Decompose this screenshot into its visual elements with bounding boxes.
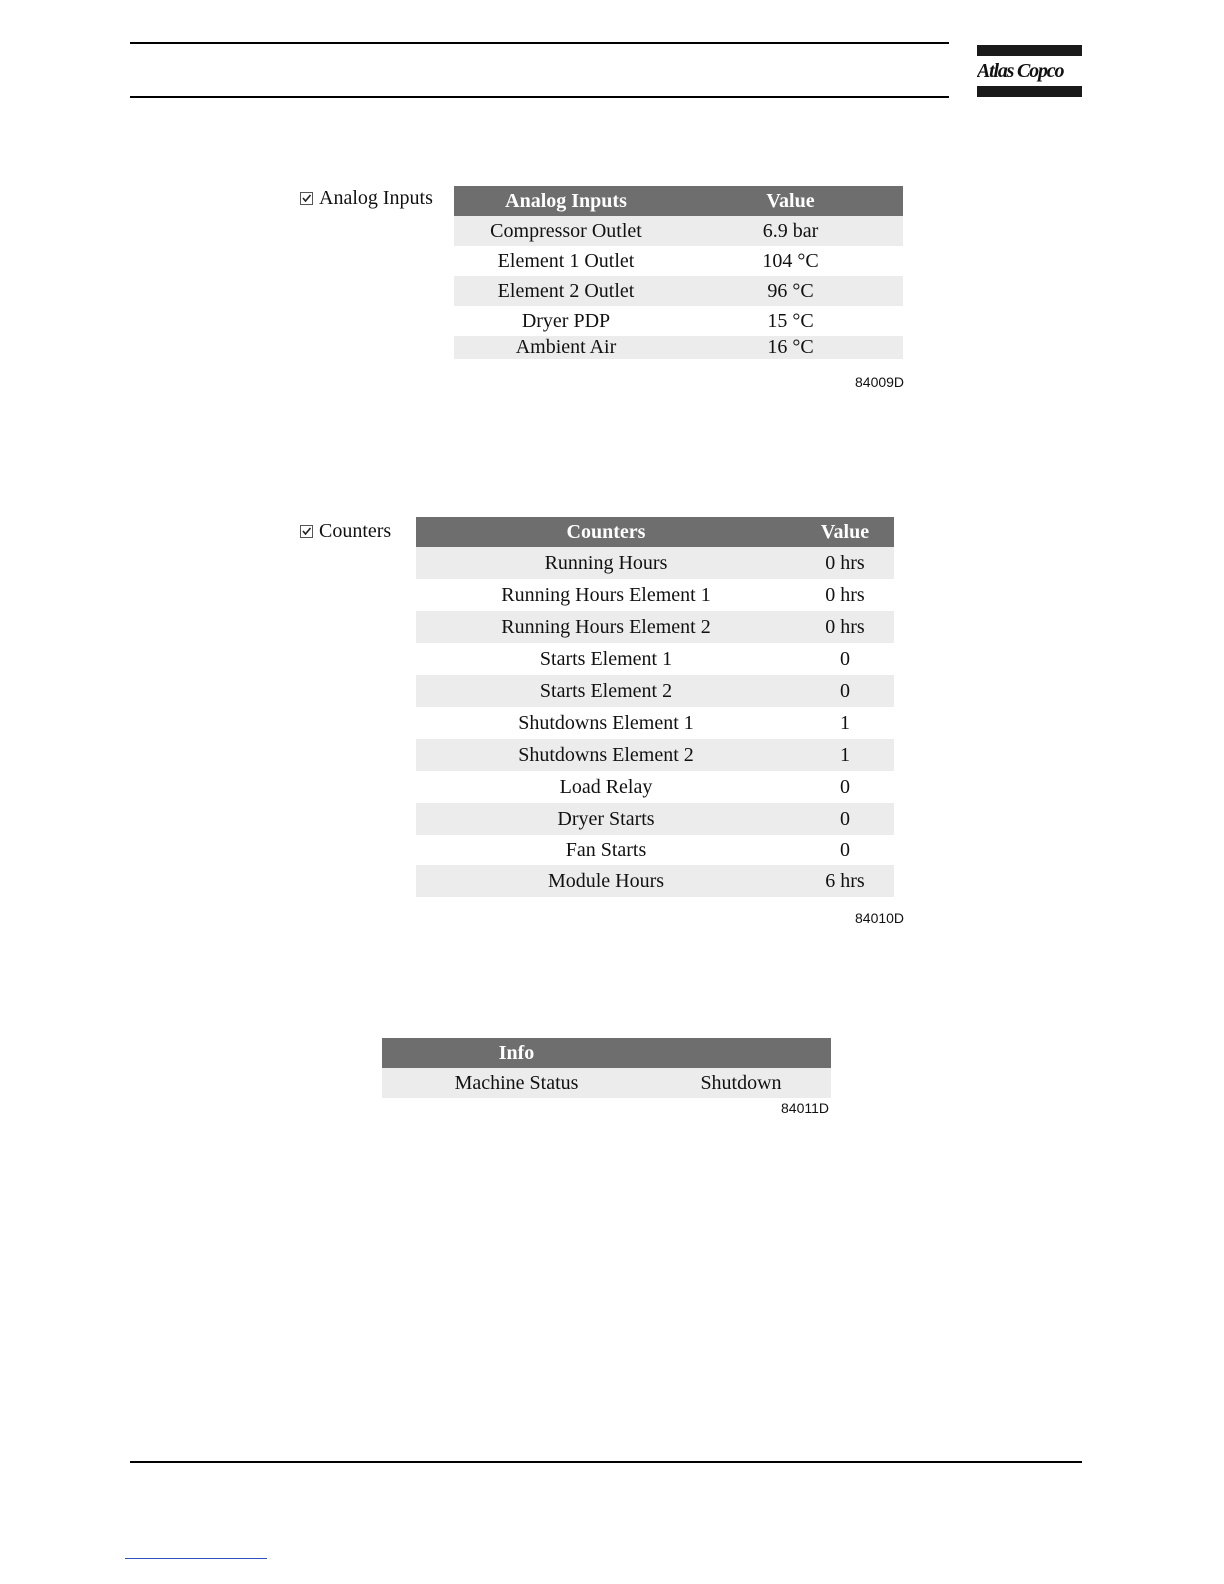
row-label: Starts Element 1 [416,643,796,675]
table-row [416,771,894,803]
column-header: Info [382,1038,651,1068]
analog-inputs-checkbox-label: Analog Inputs [319,187,433,209]
table-row [416,865,894,897]
table-header-row [382,1038,831,1068]
row-value: 6.9 bar [678,216,903,246]
column-header: Value [678,186,903,216]
row-value: 0 [796,835,894,865]
row-label: Shutdowns Element 2 [416,739,796,771]
row-value: Shutdown [651,1068,831,1098]
table-row [382,1068,831,1098]
logo-bar-bottom [977,86,1082,97]
row-label: Ambient Air [454,336,678,359]
column-header: Value [796,517,894,547]
logo-bar-top [977,45,1082,56]
column-header: Analog Inputs [454,186,678,216]
table-row [454,336,903,359]
figure-id: 84011D [781,1100,830,1116]
row-label: Fan Starts [416,835,796,865]
row-label: Running Hours [416,547,796,579]
analog-inputs-checkbox-row[interactable] [300,187,433,210]
atlas-copco-logo [977,45,1082,97]
row-value: 0 [796,803,894,835]
header-rule-bottom [130,96,949,98]
row-label: Shutdowns Element 1 [416,707,796,739]
table-header-row [416,517,894,547]
row-value: 15 °C [678,306,903,336]
table-row [416,739,894,771]
column-header [651,1038,831,1068]
row-value: 6 hrs [796,865,894,897]
table-row [416,707,894,739]
logo-text: Atlas Copco [977,60,1064,82]
row-label: Starts Element 2 [416,675,796,707]
analog-inputs-table [454,186,903,359]
counters-table [416,517,894,897]
table-row [454,246,903,276]
column-header: Counters [416,517,796,547]
figure-id: 84009D [855,374,905,390]
row-label: Dryer PDP [454,306,678,336]
row-value: 16 °C [678,336,903,359]
counters-checkbox-row[interactable] [300,520,391,543]
row-value: 0 [796,675,894,707]
table-row [416,803,894,835]
row-label: Machine Status [382,1068,651,1098]
table-row [454,216,903,246]
counters-checkbox-label: Counters [319,520,392,542]
row-label: Running Hours Element 1 [416,579,796,611]
header-rule-top [130,42,949,44]
row-value: 0 [796,771,894,803]
table-row [416,643,894,675]
table-row [454,276,903,306]
table-row [416,835,894,865]
row-value: 104 °C [678,246,903,276]
table-row [416,579,894,611]
row-value: 1 [796,739,894,771]
row-label: Compressor Outlet [454,216,678,246]
table-row [454,306,903,336]
table-row [416,611,894,643]
info-table [382,1038,831,1098]
row-value: 96 °C [678,276,903,306]
table-row [416,547,894,579]
checkbox-checked-icon[interactable] [300,525,313,538]
row-label: Element 2 Outlet [454,276,678,306]
figure-id: 84010D [855,910,905,926]
table-header-row [454,186,903,216]
footer-link-underline [125,1558,267,1559]
table-row [416,675,894,707]
row-value: 0 [796,643,894,675]
row-value: 0 hrs [796,611,894,643]
row-value: 0 hrs [796,547,894,579]
row-label: Running Hours Element 2 [416,611,796,643]
row-value: 1 [796,707,894,739]
footer-rule [130,1461,1082,1463]
checkbox-checked-icon[interactable] [300,192,313,205]
row-label: Module Hours [416,865,796,897]
row-label: Element 1 Outlet [454,246,678,276]
row-label: Dryer Starts [416,803,796,835]
row-label: Load Relay [416,771,796,803]
row-value: 0 hrs [796,579,894,611]
